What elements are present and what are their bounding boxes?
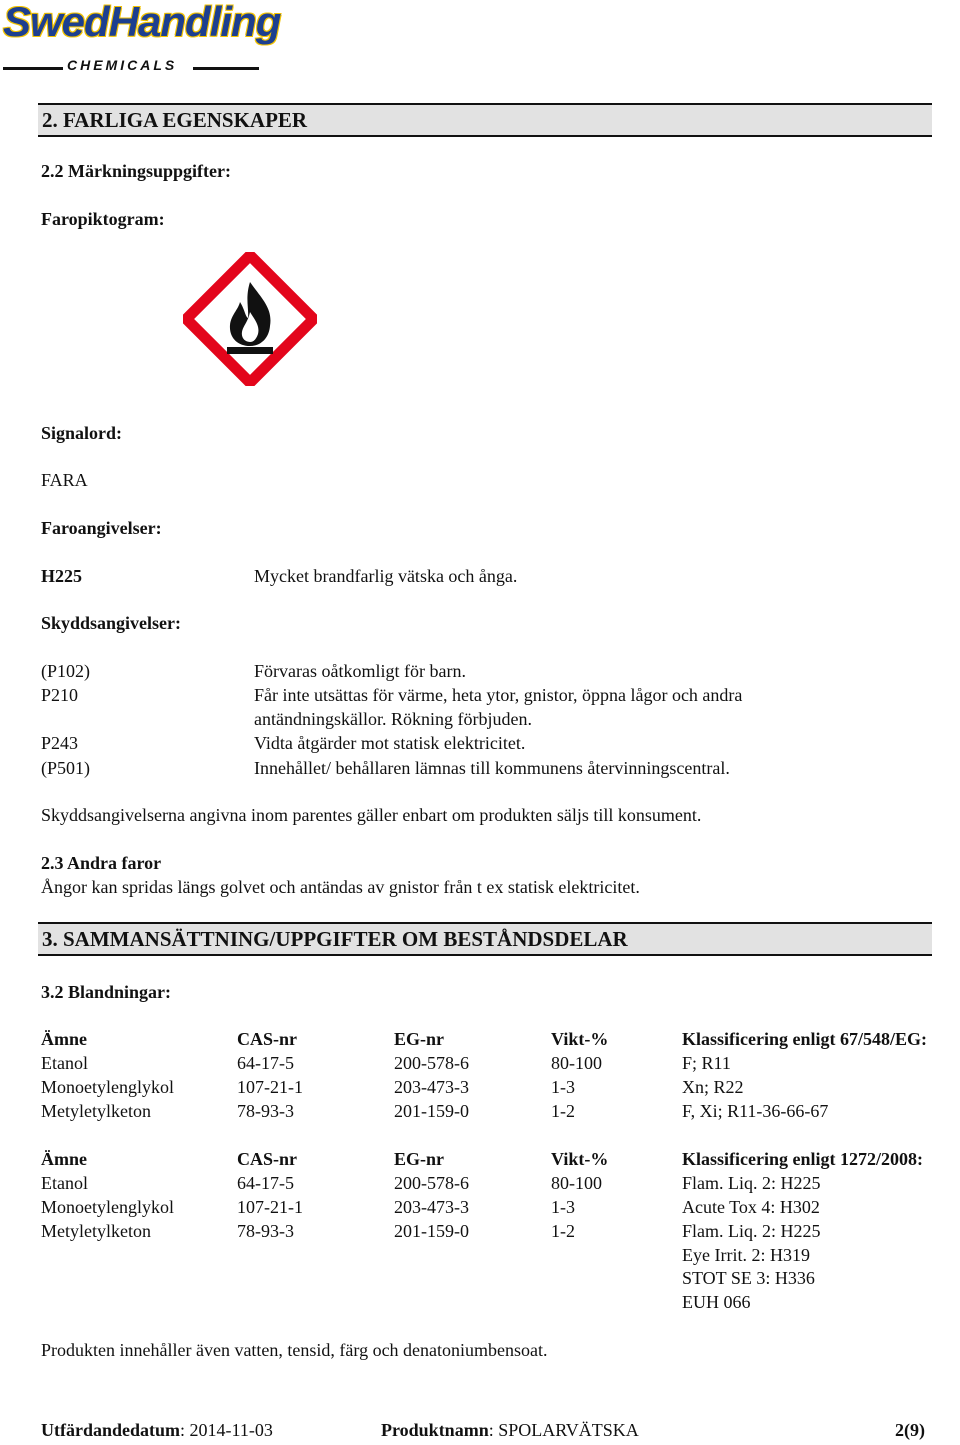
- composition-note: Produkten innehåller även vatten, tensid, färg och denatoniumbensoat.: [41, 1340, 548, 1360]
- table-cell: STOT SE 3: H336: [682, 1268, 815, 1288]
- table-cell: 1-3: [551, 1077, 575, 1097]
- table-cell: 78-93-3: [237, 1101, 294, 1121]
- page-number: 2(9): [895, 1420, 925, 1440]
- section-2-header: [38, 103, 932, 137]
- pictogram-label: Faropiktogram:: [41, 209, 165, 229]
- table-cell: 64-17-5: [237, 1173, 294, 1193]
- table-cell: 107-21-1: [237, 1077, 303, 1097]
- logo-rule-left: [3, 67, 63, 70]
- hazard-text: Mycket brandfarlig vätska och ånga.: [254, 566, 518, 586]
- precaution-text: Innehållet/ behållaren lämnas till kommunens återvinningscentral.: [254, 758, 730, 778]
- table-cell: 1-2: [551, 1221, 575, 1241]
- table-cell: Etanol: [41, 1053, 88, 1073]
- table-header-cell: EG-nr: [394, 1149, 445, 1169]
- subsection-3-2-title: 3.2 Blandningar:: [41, 982, 172, 1002]
- table-cell: 200-578-6: [394, 1053, 469, 1073]
- subsection-2-2-title: 2.2 Märkningsuppgifter:: [41, 161, 232, 181]
- precaution-statements-label: Skyddsangivelser:: [41, 613, 182, 633]
- table-cell: 200-578-6: [394, 1173, 469, 1193]
- issue-date-value: : 2014-11-03: [180, 1420, 273, 1440]
- precaution-code: (P102): [41, 661, 90, 681]
- table-cell: 80-100: [551, 1173, 602, 1193]
- precaution-note: Skyddsangivelserna angivna inom parentes gäller enbart om produkten säljs till konsument.: [41, 805, 702, 825]
- table-cell: 64-17-5: [237, 1053, 294, 1073]
- signal-word: FARA: [41, 470, 88, 490]
- product-name: [381, 1420, 639, 1441]
- other-hazards-text: Ångor kan spridas längs golvet och antändas av gnistor från t ex statisk elektricitet.: [41, 877, 640, 897]
- table-cell: 203-473-3: [394, 1077, 469, 1097]
- precaution-code: P210: [41, 685, 79, 705]
- precaution-text: Får inte utsättas för värme, heta ytor, gnistor, öppna lågor och andra: [254, 685, 743, 705]
- subsection-2-3-title: 2.3 Andra faror: [41, 853, 162, 873]
- table-header-cell: CAS-nr: [237, 1149, 298, 1169]
- table-cell: EUH 066: [682, 1292, 751, 1312]
- table-header-cell: CAS-nr: [237, 1029, 298, 1049]
- table-cell: Eye Irrit. 2: H319: [682, 1245, 810, 1265]
- signal-word-label: Signalord:: [41, 423, 123, 443]
- table-header-cell: Klassificering enligt 1272/2008:: [682, 1149, 923, 1169]
- precaution-text: antändningskällor. Rökning förbjuden.: [254, 709, 532, 729]
- precaution-code: (P501): [41, 758, 90, 778]
- table-header-cell: Ämne: [41, 1149, 87, 1169]
- table-cell: Xn; R22: [682, 1077, 744, 1097]
- table-cell: F, Xi; R11-36-66-67: [682, 1101, 829, 1121]
- table-cell: Monoetylenglykol: [41, 1077, 174, 1097]
- table-header-cell: Klassificering enligt 67/548/EG:: [682, 1029, 927, 1049]
- table-cell: Etanol: [41, 1173, 88, 1193]
- logo-brand-text: SwedHandling: [3, 0, 281, 45]
- table-header-cell: EG-nr: [394, 1029, 445, 1049]
- issue-date: [41, 1420, 273, 1441]
- logo-sub-text: CHEMICALS: [67, 57, 178, 73]
- table-cell: F; R11: [682, 1053, 731, 1073]
- table-header-cell: Vikt-%: [551, 1149, 609, 1169]
- issue-date-label: Utfärdandedatum: [41, 1420, 181, 1440]
- precaution-text: Vidta åtgärder mot statisk elektricitet.: [254, 733, 526, 753]
- table-cell: 107-21-1: [237, 1197, 303, 1217]
- table-cell: Flam. Liq. 2: H225: [682, 1221, 821, 1241]
- flame-ghs02-icon: [183, 252, 317, 386]
- product-name-label: Produktnamn: [381, 1420, 489, 1440]
- company-logo: [3, 0, 281, 74]
- logo-rule-right: [193, 67, 259, 70]
- precaution-text: Förvaras oåtkomligt för barn.: [254, 661, 466, 681]
- table-cell: 201-159-0: [394, 1221, 469, 1241]
- hazard-code: H225: [41, 566, 83, 586]
- table-header-cell: Ämne: [41, 1029, 87, 1049]
- table-cell: Flam. Liq. 2: H225: [682, 1173, 821, 1193]
- product-name-value: : SPOLARVÄTSKA: [488, 1420, 639, 1440]
- table-cell: Metyletylketon: [41, 1221, 151, 1241]
- table-cell: 80-100: [551, 1053, 602, 1073]
- table-header-cell: Vikt-%: [551, 1029, 609, 1049]
- table-cell: 201-159-0: [394, 1101, 469, 1121]
- section-3-header: [38, 922, 932, 956]
- table-cell: 1-2: [551, 1101, 575, 1121]
- table-cell: 203-473-3: [394, 1197, 469, 1217]
- table-cell: Monoetylenglykol: [41, 1197, 174, 1217]
- precaution-code: P243: [41, 733, 79, 753]
- section-2-title: 2. FARLIGA EGENSKAPER: [42, 108, 308, 132]
- table-cell: Acute Tox 4: H302: [682, 1197, 820, 1217]
- table-cell: 1-3: [551, 1197, 575, 1217]
- table-cell: Metyletylketon: [41, 1101, 151, 1121]
- section-3-title: 3. SAMMANSÄTTNING/UPPGIFTER OM BESTÅNDSDELAR: [42, 927, 628, 951]
- table-cell: 78-93-3: [237, 1221, 294, 1241]
- hazard-statements-label: Faroangivelser:: [41, 518, 162, 538]
